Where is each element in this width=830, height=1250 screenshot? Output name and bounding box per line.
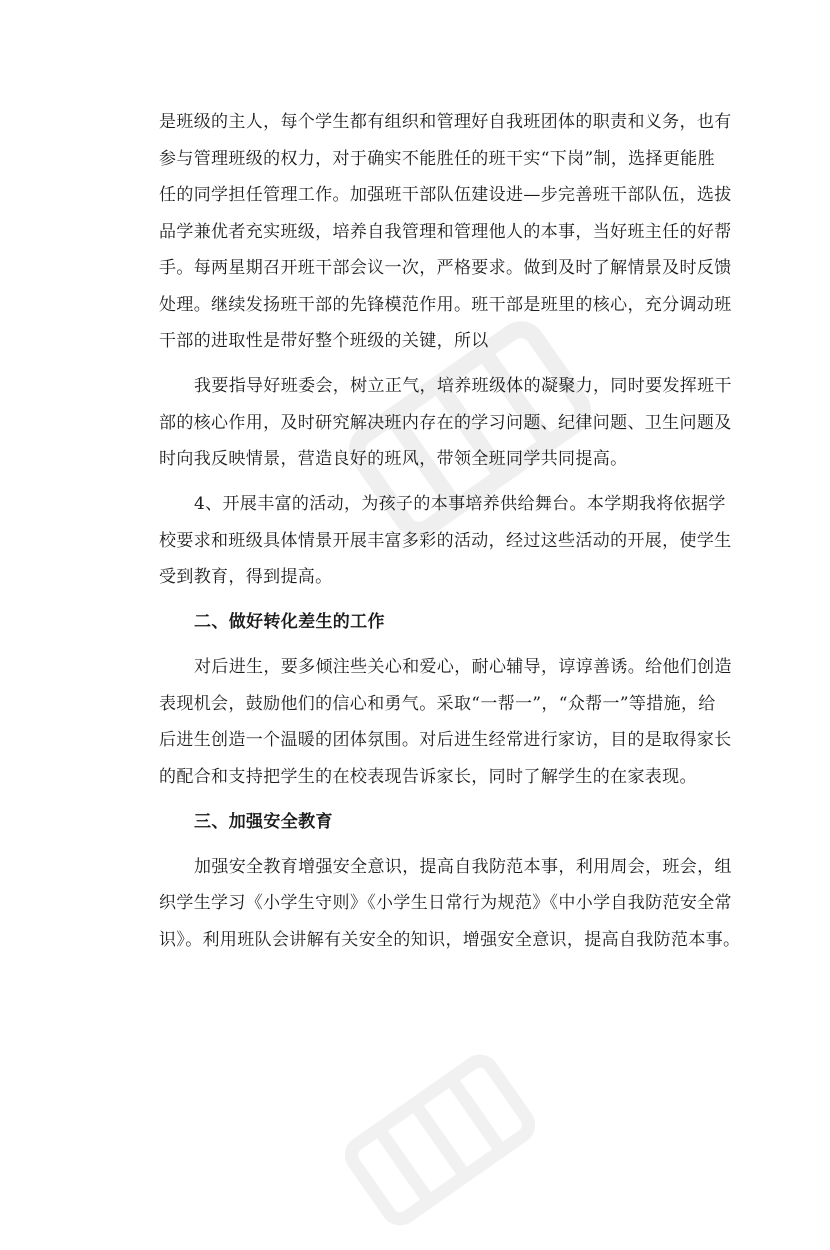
text-line: 任的同学担任管理工作。加强班干部队伍建设进—步完善班干部队伍，选拔: [159, 185, 732, 205]
text-line: 对后进生，要多倾注些关心和爱心，耐心辅导，谆谆善诱。给他们创造: [194, 657, 732, 677]
text-line: 织学生学习《小学生守则》《小学生日常行为规范》《中小学自我防范安全常: [159, 893, 732, 913]
text-line: 校要求和班级具体情景开展丰富多彩的活动，经过这些活动的开展，使学生: [159, 530, 732, 551]
text-line: 品学兼优者充实班级，培养自我管理和管理他人的本事，当好班主任的好帮: [159, 221, 732, 242]
text-line: 处理。继续发扬班干部的先锋模范作用。班干部是班里的核心，充分调动班: [159, 294, 732, 315]
text-line: 干部的进取性是带好整个班级的关键，所以: [159, 331, 489, 351]
paragraph-guide-committee: [159, 368, 732, 478]
document-body: [159, 104, 741, 967]
text-line: 我要指导好班委会，树立正气，培养班级体的凝聚力，同时要发挥班干: [194, 376, 732, 396]
text-line: 部的核心作用，及时研究解决班内存在的学习问题、纪律问题、卫生问题及: [159, 412, 732, 433]
text-line: 参与管理班级的权力，对于确实不能胜任的班干实“下岗”制，选择更能胜: [159, 148, 715, 169]
text-line: 受到教育，得到提高。: [159, 567, 333, 587]
section-heading-underachievers: 二、做好转化差生的工作: [194, 612, 385, 632]
paragraph-safety: [159, 849, 741, 959]
text-line: 时向我反映情景，营造良好的班风，带领全班同学共同提高。: [159, 449, 628, 469]
text-line: 手。每两星期召开班干部会议一次，严格要求。做到及时了解情景及时反馈: [159, 258, 732, 278]
section-heading-safety: 三、加强安全教育: [194, 811, 333, 832]
text-line: 加强安全教育增强安全意识，提高自我防范本事，利用周会，班会，组: [194, 856, 732, 877]
text-line: 识》。利用班队会讲解有关安全的知识，增强安全意识，提高自我防范本事。: [159, 929, 741, 950]
paragraph-underachievers: [159, 649, 732, 795]
paragraph-class-cadre: [159, 104, 732, 360]
paragraph-activities: [159, 486, 732, 596]
text-line: 是班级的主人，每个学生都有组织和管理好自我班团体的职责和义务，也有: [159, 112, 732, 132]
text-line: 的配合和支持把学生的在校表现告诉家长，同时了解学生的在家表现。: [159, 766, 697, 787]
text-line: 表现机会，鼓励他们的信心和勇气。采取“一帮一”，“众帮一”等措施，给: [159, 693, 716, 714]
watermark-logo-bottom: [330, 1030, 550, 1250]
text-line: 4、开展丰富的活动，为孩子的本事培养供给舞台。本学期我将依据学: [194, 494, 726, 514]
text-line: 后进生创造一个温暖的团体氛围。对后进生经常进行家访，目的是取得家长: [159, 730, 732, 750]
